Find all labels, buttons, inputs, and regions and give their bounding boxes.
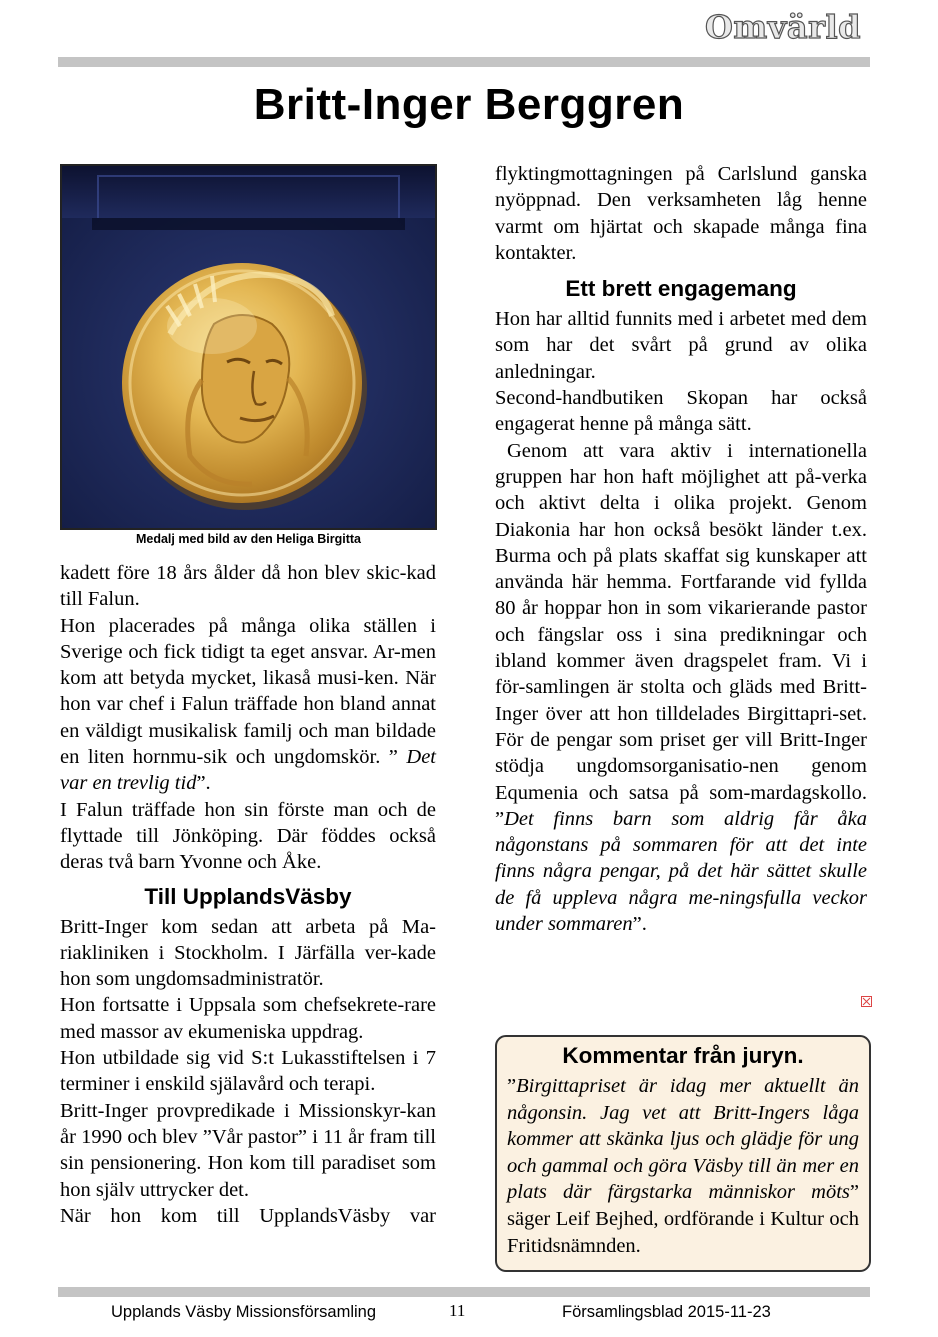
page-number: 11: [449, 1301, 466, 1320]
paragraph: Hon har alltid funnits med i arbetet med dem som har det svårt på grund av olika anledningar.: [495, 308, 867, 383]
header-rule: [58, 57, 870, 67]
photo-caption: Medalj med bild av den Heliga Birgitta: [135, 532, 362, 546]
medal-photo: [60, 164, 437, 530]
quote: Birgittapriset är idag mer aktuellt än någonsin. Jag vet att Britt-Ingers låga kommer att skänka ljus och glädje för ung och gammal och göra Väsby till än mer en plats där färgstarka människor möts: [507, 1075, 859, 1204]
subheading-till-upplandsvasby: Till UpplandsVäsby: [144, 883, 352, 909]
paragraph: Second-handbutiken Skopan har också engagerat henne på många sätt.: [495, 387, 867, 436]
paragraph: I Falun träffade hon sin förste man och de flyttade till Jönköping. Där föddes också deras två barn Yvonne och Åke.: [60, 798, 436, 874]
paragraph: flyktingmottagningen på Carlslund ganska nyöppnad. Den verksamheten låg henne varmt om hjärtat och skapade många fina kontakter.: [495, 163, 867, 264]
medal-illustration: [62, 166, 435, 528]
page-title: Britt-Inger Berggren: [253, 80, 685, 129]
jury-comment-text: ”Birgittapriset är idag mer aktuellt än någonsin. Jag vet att Britt-Ingers låga kommer att skänka ljus och glädje för ung och gammal och göra Väsby till än mer en plats där färgstarka människor möts” säger Leif Bejhed, ordförande i Kultur och Fritidsnämnden.: [507, 1075, 859, 1257]
left-column: [60, 560, 436, 1229]
paragraph: Genom att vara aktiv i internationella gruppen har hon haft möjlighet att på-verka och aktivt delta i olika projekt. Genom Diakonia har hon också besökt länder t.ex. Burma och på plats skaffat sig kunskaper att använda här hemma. Fortfarande vid fyllda 80 år hoppar hon in som vikarierande pastor och fängslar oss i sina predikningar och ibland kommer även dragspelet fram. Vi i för-samlingen är stolta och gläds med Britt-Inger över att hon tilldelades Birgittapri-set. För de pengar som priset ger vill Britt-Inger stödja ungdomsorganisatio-nen genom Equmenia och satsa på som-mardagskollo. ”Det finns barn som aldrig får åka någonstans på sommaren för att det inte finns några pengar, på det här sättet skulle de få uppleva några me-ningsfulla veckor under sommaren”.: [495, 439, 867, 936]
paragraph: kadett före 18 års ålder då hon blev skic-kad till Falun.: [60, 562, 436, 611]
subheading-ett-brett-engagemang: Ett brett engagemang: [565, 276, 797, 302]
paragraph: Hon placerades på många olika ställen i Sverige och fick tidigt ta eget ansvar. Ar-men kom att betyda mycket, likaså musi-ken. När hon var chef i Falun träffade hon bland annat en väldigt musikalisk familj och man bildade en liten hornmu-sik och ungdomskör. ” Det var en trevlig tid”.: [60, 614, 436, 795]
paragraph: Britt-Inger provpredikade i Missionskyr-kan år 1990 och blev ”Vår pastor” i 11 år fram till sin pensionering. Hon kom till paradiset som hon själv uttrycker det.: [60, 1099, 436, 1201]
broken-image-icon: [861, 996, 872, 1007]
quote: Det finns barn som aldrig får åka någonstans på sommaren för att det inte finns några pengar, på det här sättet skulle de få uppleva några me-ningsfulla veckor under sommaren: [495, 807, 867, 936]
paragraph: Britt-Inger kom sedan att arbeta på Ma-riakliniken i Stockholm. I Järfälla ver-kade hon som ungdomsadministratör.: [60, 915, 436, 991]
paragraph: Hon utbildade sig vid S:t Lukasstiftelsen i 7 terminer i enskild själavård och terapi.: [60, 1047, 436, 1096]
jury-comment-title: Kommentar från juryn.: [562, 1043, 804, 1068]
section-label: Omvärld: [705, 8, 861, 46]
right-column: [495, 161, 867, 937]
paragraph: När hon kom till UpplandsVäsby var: [60, 1204, 436, 1227]
paragraph: Hon fortsatte i Uppsala som chefsekrete-rare med massor av ekumeniska uppdrag.: [60, 994, 436, 1043]
jury-comment-box: [495, 1035, 871, 1272]
footer-publisher: Upplands Väsby Missionsförsamling: [111, 1303, 377, 1321]
quote: Det var en trevlig tid: [60, 746, 436, 795]
footer-rule: [58, 1287, 870, 1297]
footer-date: Församlingsblad 2015-11-23: [562, 1303, 771, 1321]
